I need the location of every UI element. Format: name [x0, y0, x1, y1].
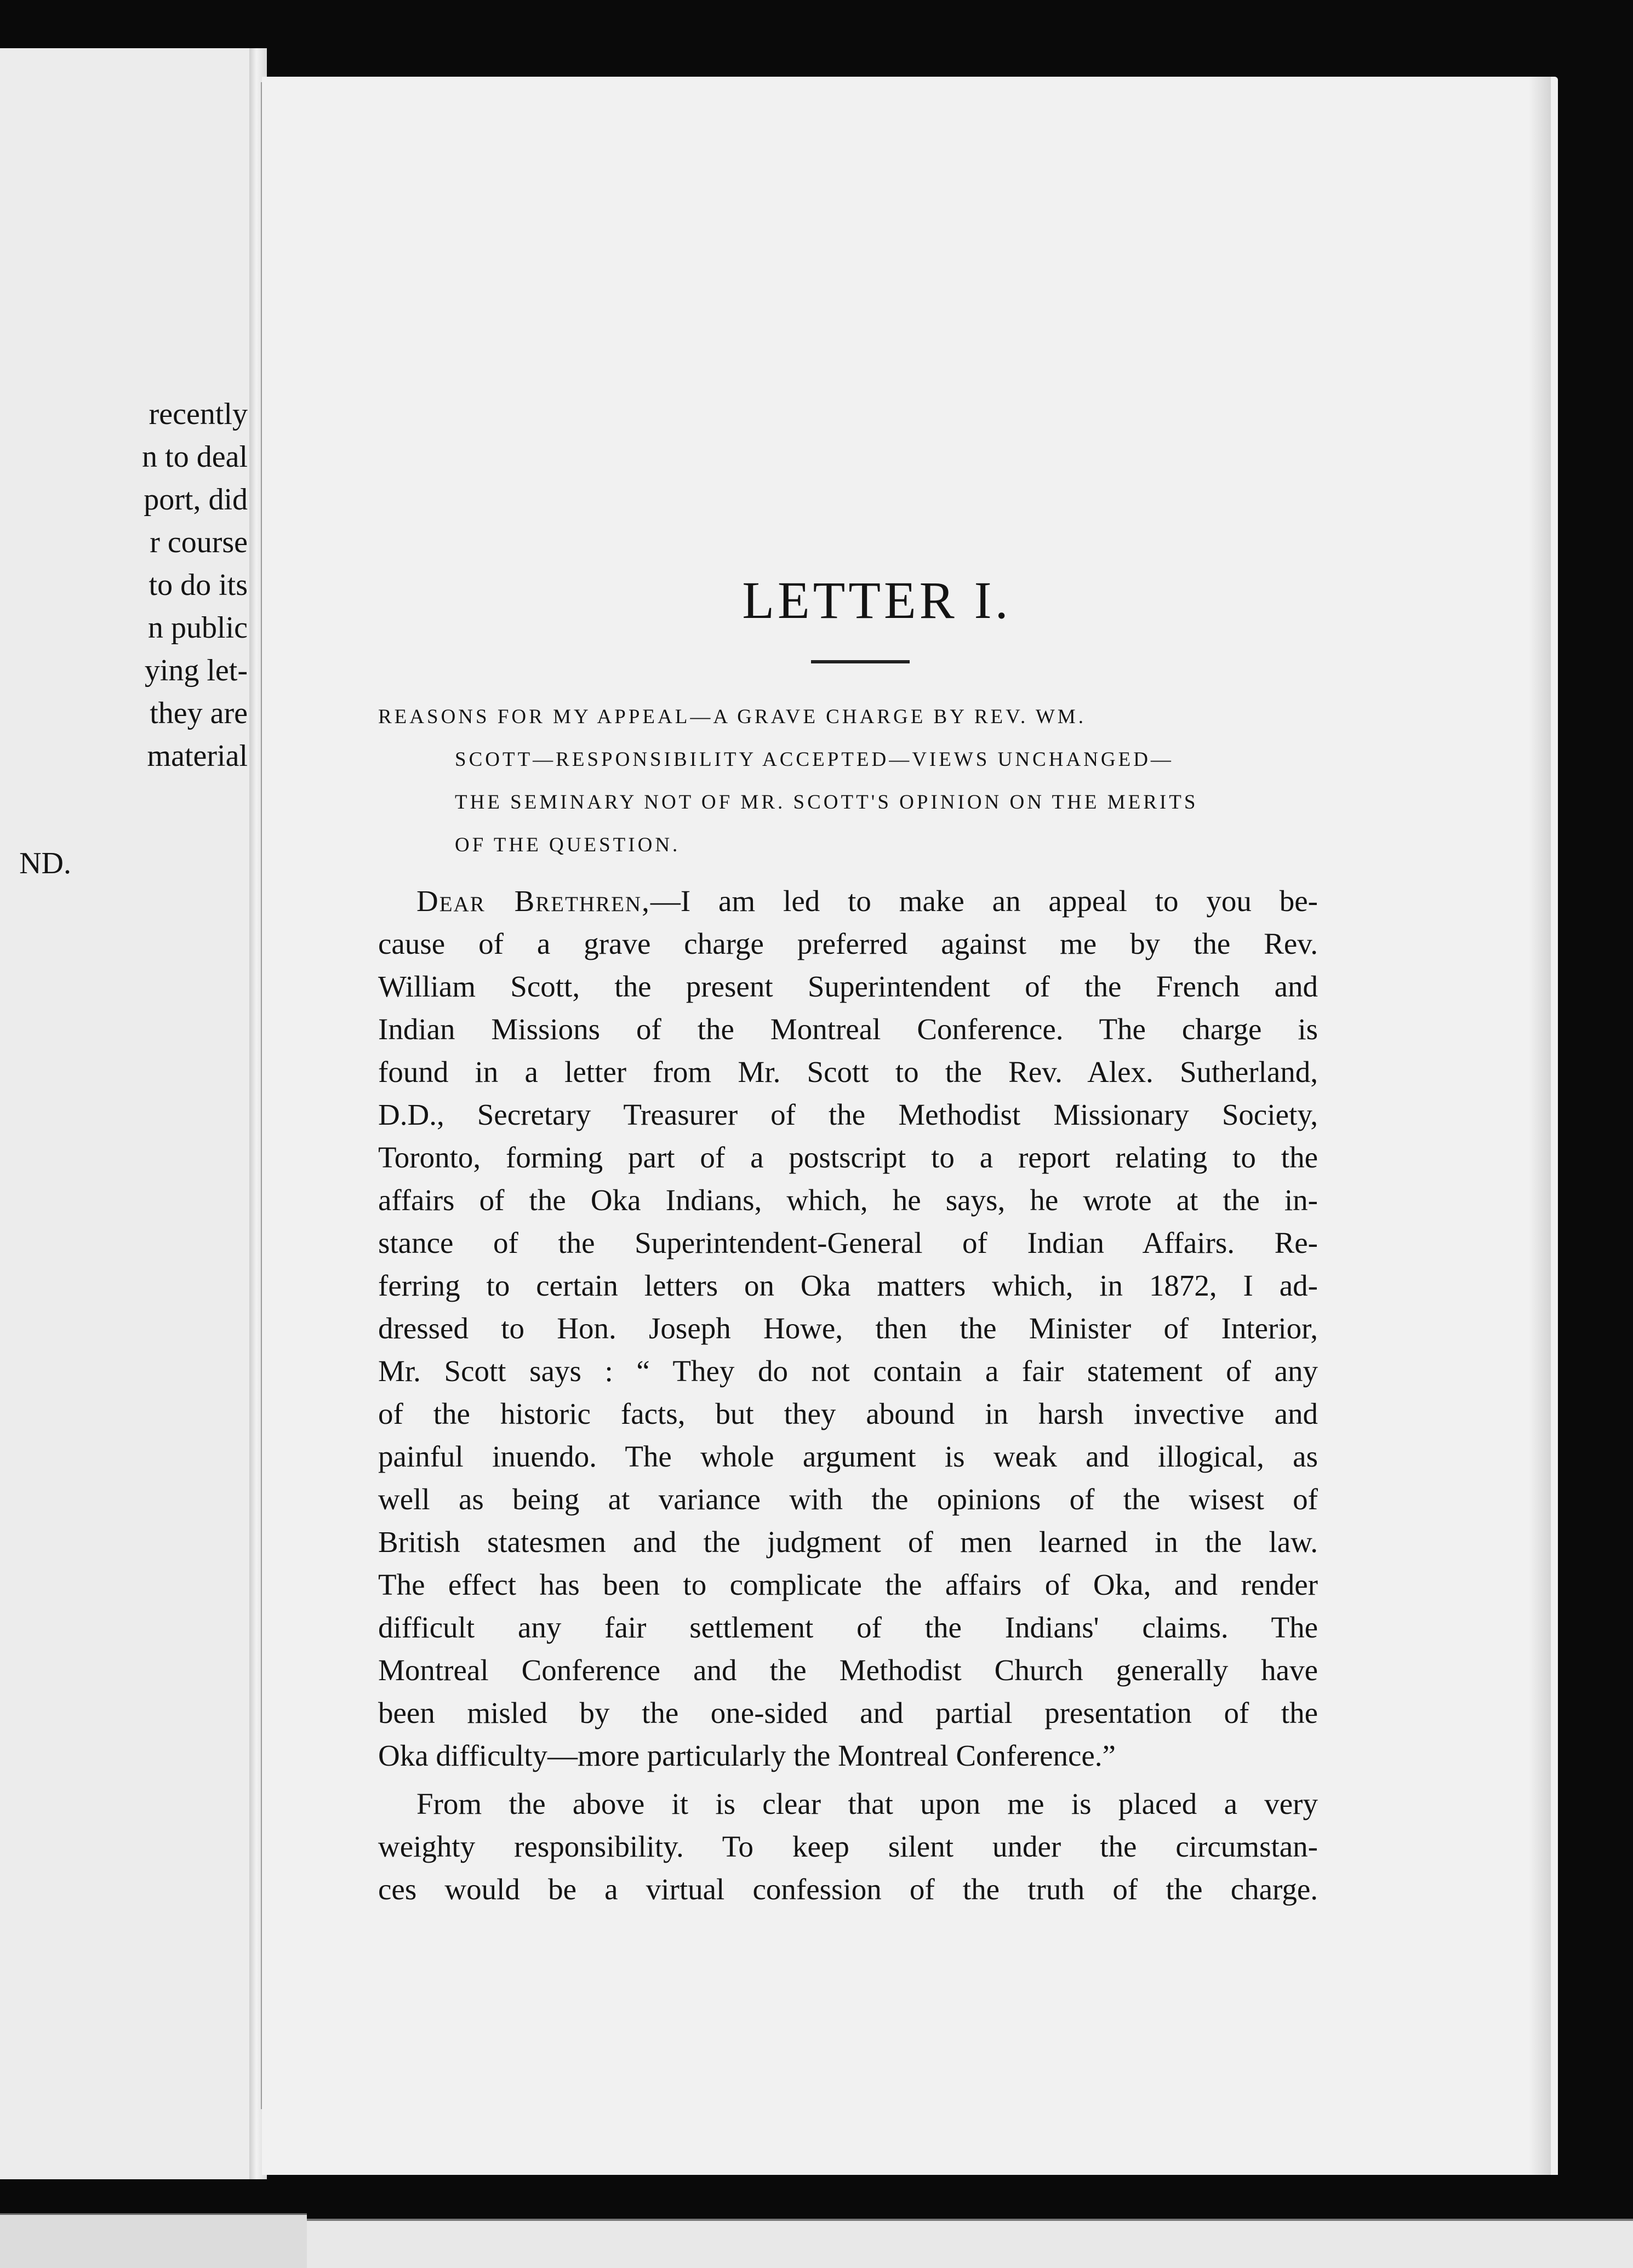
- body-line: dressed to Hon. Joseph Howe, then the Minister of Interior,: [378, 1311, 1318, 1345]
- page-edge-shadow: [1529, 77, 1551, 2175]
- body-line: difficult any fair settlement of the Indians' claims. The: [378, 1611, 1318, 1644]
- next-page-edge: [307, 2219, 1633, 2268]
- title-rule: [811, 660, 910, 663]
- left-page-line: ying let-: [144, 654, 248, 688]
- body-line-first: [416, 886, 1318, 916]
- body-line: cause of a grave charge preferred against me by the Rev.: [378, 927, 1318, 960]
- left-page-line: recently: [149, 397, 248, 431]
- body-line: From the above it is clear that upon me is placed a very: [416, 1787, 1318, 1820]
- left-page-line: r course: [150, 525, 248, 559]
- body-line: Indian Missions of the Montreal Conference. The charge is: [378, 1012, 1318, 1046]
- body-line: Mr. Scott says : “ They do not contain a fair statement of any: [378, 1354, 1318, 1388]
- left-page-line: n public: [148, 611, 248, 645]
- body-line: Montreal Conference and the Methodist Church generally have: [378, 1653, 1318, 1687]
- left-page-line: port, did: [144, 483, 248, 517]
- summary-line: SCOTT—RESPONSIBILITY ACCEPTED—VIEWS UNCHANGED—: [455, 748, 1174, 771]
- body-line: been misled by the one-sided and partial presentation of the: [378, 1696, 1318, 1729]
- body-line: painful inuendo. The whole argument is weak and illogical, as: [378, 1440, 1318, 1473]
- body-line: Toronto, forming part of a postscript to a report relating to the: [378, 1141, 1318, 1174]
- body-line: of the historic facts, but they abound in harsh invective and: [378, 1397, 1318, 1430]
- summary-line: REASONS FOR MY APPEAL—A GRAVE CHARGE BY REV. WM.: [378, 706, 1086, 728]
- body-line: D.D., Secretary Treasurer of the Methodist Missionary Society,: [378, 1098, 1318, 1131]
- body-line: The effect has been to complicate the affairs of Oka, and render: [378, 1568, 1318, 1601]
- body-line: Oka difficulty—more particularly the Montreal Conference.”: [378, 1739, 1116, 1772]
- letter-title: LETTER I.: [742, 571, 1012, 629]
- body-line: well as being at variance with the opinions of the wisest of: [378, 1482, 1318, 1516]
- salutation: Dear Brethren,: [416, 884, 650, 918]
- body-line-text: —I am led to make an appeal to you be-: [650, 884, 1318, 918]
- body-line: ferring to certain letters on Oka matters which, in 1872, I ad-: [378, 1269, 1318, 1302]
- next-page-edge-left: [0, 2213, 307, 2268]
- body-line: stance of the Superintendent-General of Indian Affairs. Re-: [378, 1226, 1318, 1259]
- left-page-line: n to deal: [142, 440, 248, 474]
- body-line: British statesmen and the judgment of men learned in the law.: [378, 1525, 1318, 1559]
- body-line: weighty responsibility. To keep silent under the circumstan-: [378, 1830, 1318, 1863]
- body-line: found in a letter from Mr. Scott to the Rev. Alex. Sutherland,: [378, 1055, 1318, 1089]
- left-page-signature: ND.: [19, 846, 71, 880]
- summary-line: OF THE QUESTION.: [455, 834, 681, 856]
- left-page-line: they are: [150, 696, 248, 730]
- body-line: William Scott, the present Superintendent of the French and: [378, 970, 1318, 1003]
- left-page-line: to do its: [149, 568, 248, 602]
- left-page-line: material: [147, 739, 248, 773]
- summary-line: THE SEMINARY NOT OF MR. SCOTT'S OPINION ON THE MERITS: [455, 791, 1198, 814]
- left-page: [0, 48, 258, 2179]
- body-line: affairs of the Oka Indians, which, he says, he wrote at the in-: [378, 1183, 1318, 1217]
- body-line: ces would be a virtual confession of the truth of the charge.: [378, 1872, 1318, 1906]
